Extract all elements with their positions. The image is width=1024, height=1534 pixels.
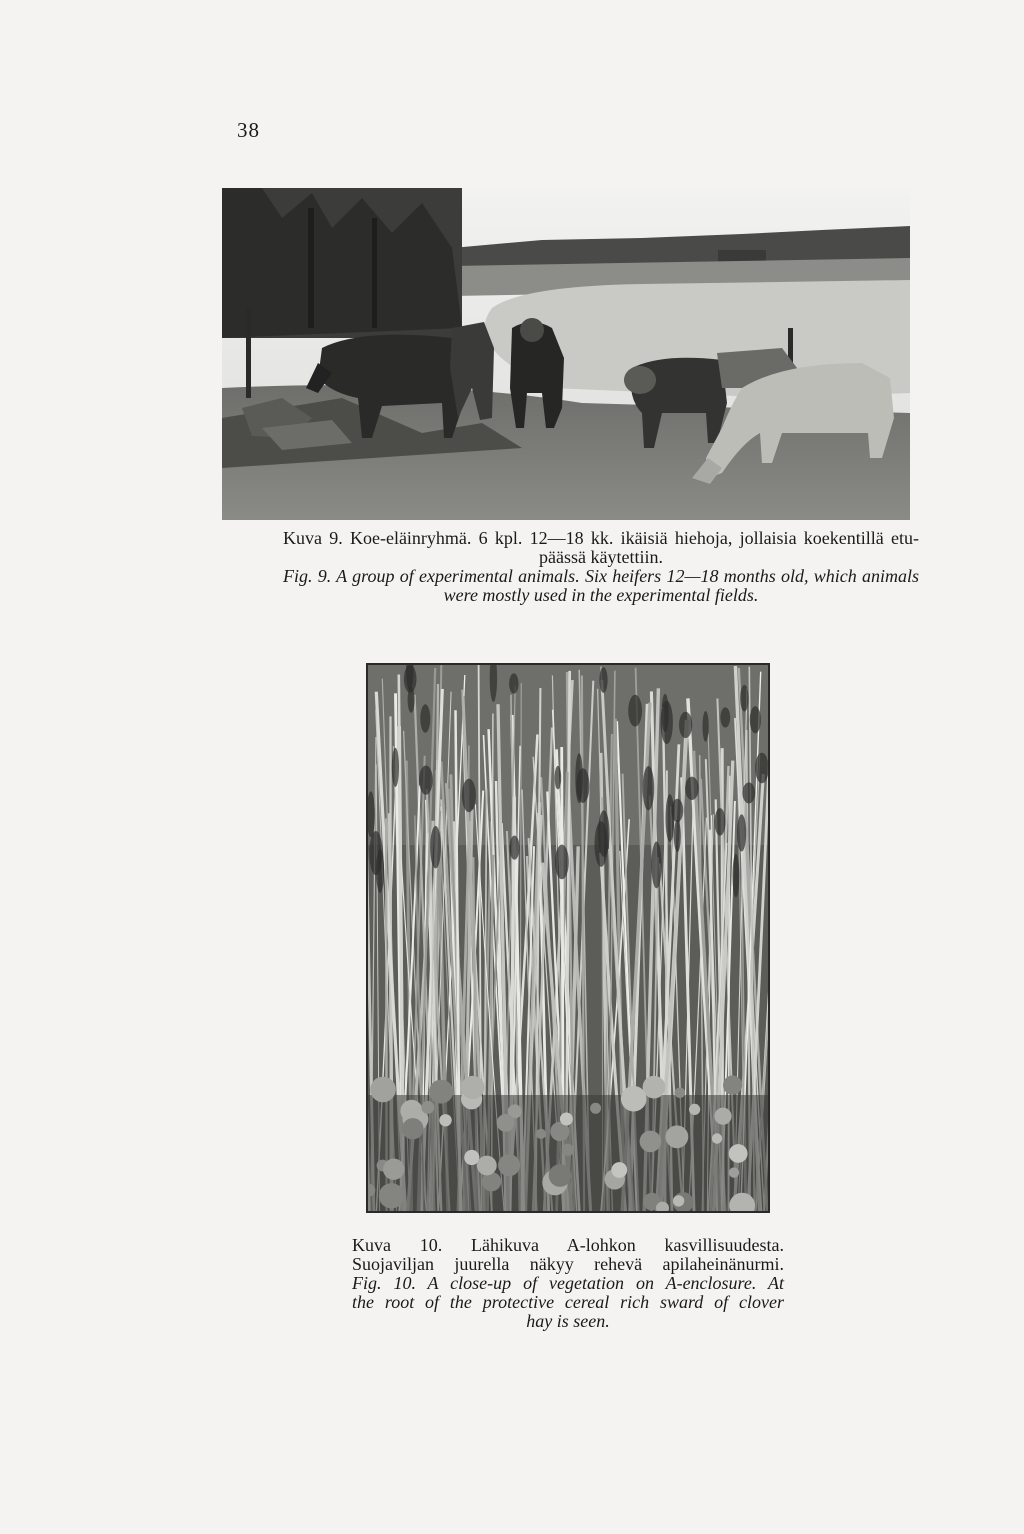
caption-en-line: hay is seen. — [526, 1311, 610, 1331]
caption-en-line: were mostly used in the experimental fields. — [443, 585, 759, 605]
caption-fi-line: Kuva 9. Koe-eläinryhmä. 6 kpl. 12—18 kk. ikäisiä hiehoja, jollaisia koekentillä etu- — [283, 528, 919, 548]
vegetation-photo — [366, 663, 770, 1213]
caption-en-line: Fig. 10. A close-up of vegetation on A-enclosure. At — [352, 1273, 784, 1293]
figure-10-caption — [352, 1236, 784, 1331]
caption-fi-line: Suojaviljan juurella näkyy rehevä apilaheinänurmi. — [352, 1254, 784, 1274]
page-number: 38 — [237, 118, 260, 142]
figure-9-caption — [283, 529, 919, 605]
caption-en-line: the root of the protective cereal rich sward of clover — [352, 1292, 784, 1312]
heifers-photo — [222, 188, 910, 520]
caption-en-line: Fig. 9. A group of experimental animals. Six heifers 12—18 months old, which animals — [283, 566, 919, 586]
caption-fi-line: Kuva 10. Lähikuva A-lohkon kasvillisuudesta. — [352, 1235, 784, 1255]
caption-fi-line: päässä käytettiin. — [539, 547, 663, 567]
